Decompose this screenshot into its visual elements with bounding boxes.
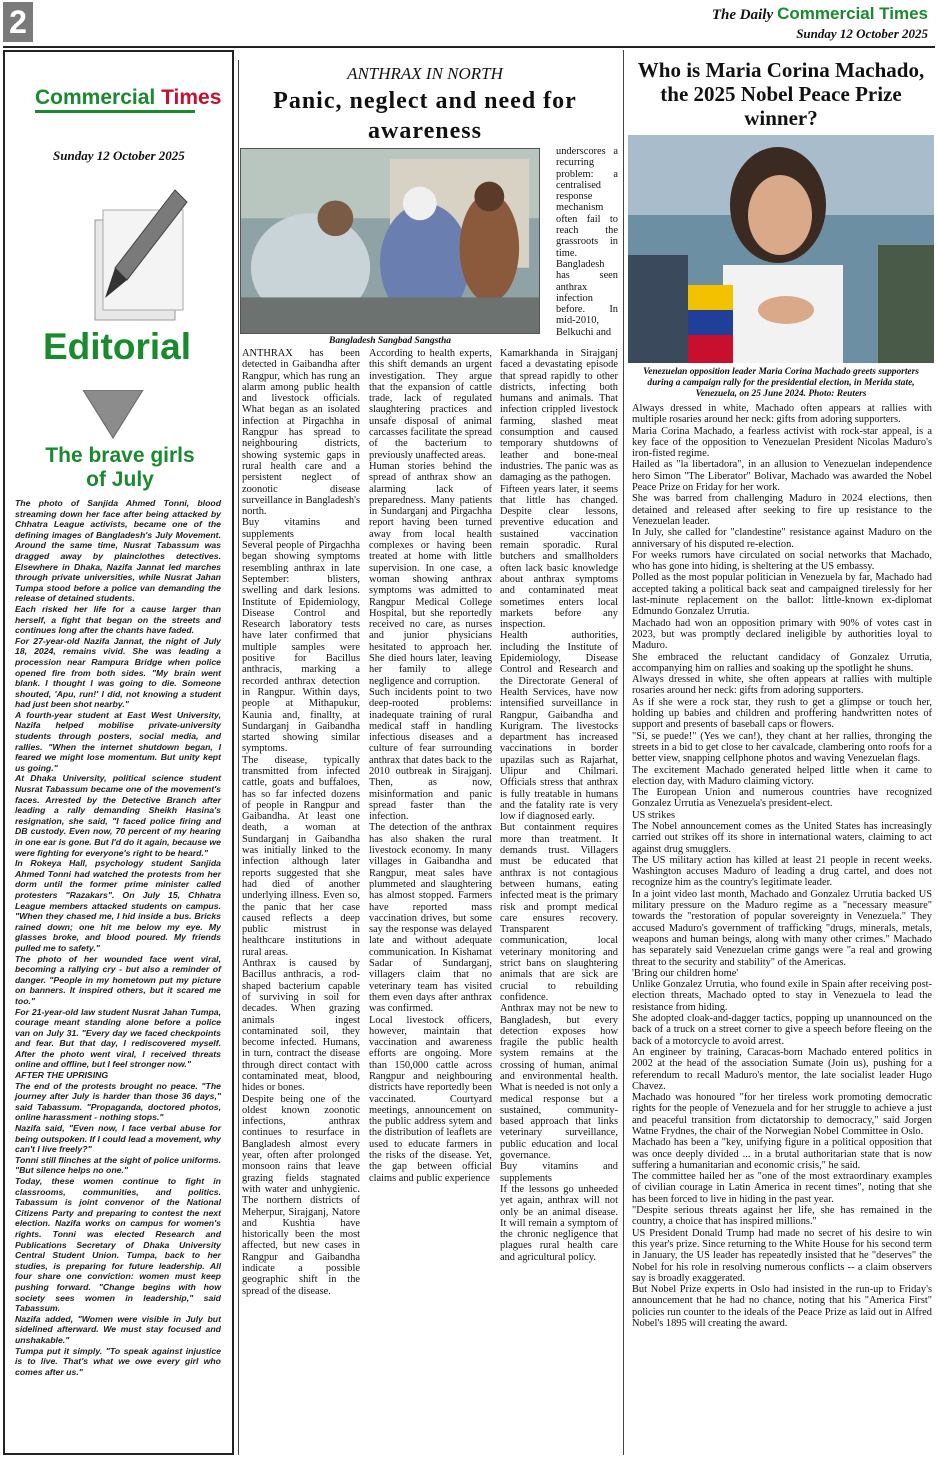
anthrax-paragraph: Fifteen years later, it seems that little has changed. Despite clear lessons, preventive education and sustained vaccination remain sporadic. Rural butchers and smallholders often lack basic knowledge about anthrax symptoms and contaminated meat sometimes enters local markets before any inspection. [500,483,618,631]
machado-paragraph: The US military action has killed at least 21 people in recent weeks. Washington accuses Maduro of leading a drug cartel, and does not recognize him as the country's legitimate leader. [632,854,932,889]
anthrax-kicker: ANTHRAX IN NORTH [347,64,503,83]
anthrax-paragraph: Human stories behind the spread of anthrax show an alarming lack of preparedness. Many patients in Sundarganj and Pirgachha report having been turned away from local health complexes or having been treated at home with little supervision. In one case, a woman showing anthrax symptoms was admitted to Rangpur Medical College Hospital, but she reportedly received no care, as nurses and junior physicians hesitated to approach her. She died hours later, leaving her family to allege negligence and corruption. [369,460,492,687]
machado-paragraph: The Nobel announcement comes as the United States has increasingly carried out strikes off its shore in international waters, claiming to act against drug smugglers. [632,820,932,855]
machado-paragraph: In a joint video last month, Machado and Gonzalez Urrutia backed US military pressure on the Maduro regime as a "necessary measure" towards the "restoration of popular sovereignty in Venezuela." They accused Maduro's government of trafficking "drugs, minerals, metals, weapons and human beings, along with many other crimes." Machado has separately said Venezuelan crime gangs were "a real and growing threat to the security and stability" of the Americas. [632,888,932,968]
down-arrow-icon [73,390,153,440]
machado-paragraph: The European Union and numerous countries have recognized Gonzalez Urrutia as Venezuela's president-elect. [632,787,932,810]
fountain-pen-icon [75,180,195,330]
machado-paragraph: Hailed as "la libertadora", in an allusion to Venezuelan independence hero Simon "The Liberator" Bolivar, Machado was awarded the Nobel Peace Prize on Friday for her work. [632,459,932,494]
editorial-paragraph: The end of the protests brought no peace. "The journey after July is harder than those 36 days," said Tabassum. "Propaganda, doctored photos, online harassment - nothing stops." [15,1080,221,1123]
machado-paragraph: Machado was honoured "for her tireless work promoting democratic rights for the people of Venezuela and for her struggle to achieve a just and peaceful transition from dictatorship to democracy," said Jorgen Watne Frydnes, the chair of the Norwegian Nobel Committee in Oslo. [632,1092,932,1137]
section-title-editorial: Editorial [43,326,192,367]
machado-paragraph: For weeks rumors have circulated on social networks that Machado, who has gone into hiding, is sheltering at the US embassy. [632,549,932,573]
machado-paragraph: "Si, se puede!" (Yes we can!), they chant at her rallies, thronging the streets in a bid to get close to her cavalcade, clambering onto roofs for a better view, snapping cellphone photos and waving Venezuelan flags. [632,730,932,765]
machado-paragraph: Machado has been a "key, unifying figure in a political opposition that was once deeply divided ... in a brutal authoritarian state that is now suffering a humanitarian and economic crisis," he said. [632,1137,932,1171]
editorial-paragraph: For 27-year-old Nazifa Jannat, the night of July 18, 2024, remains vivid. She was leading a procession near Rampura Bridge when police opened fire from both sides. "My brain went blank. I thought I was going to die. Someone shouted, 'Apu, run!' I did, not knowing a student had just been shot nearby." [15,635,221,710]
column-rule [238,60,239,1455]
page-number: 2 [3,2,33,42]
anthrax-paragraph: But containment requires more than treatment. It demands trust. Villagers must be educated that anthrax is not contagious between humans, eating infected meat is the primary risk and prompt medical care ensures recovery. Transparent communication, local veterinary monitoring and strict bans on slaughtering animals that are sick are crucial to rebuilding confidence. [500,822,618,1003]
anthrax-paragraph: According to health experts, this shift demands an urgent investigation. They argue that the expansion of cattle trade, lack of regulated slaughtering practices and unsafe disposal of animal carcasses facilitate the spread of the bacterium to previously unaffected areas. [369,348,492,461]
editorial-paragraph: Each risked her life for a cause larger than herself, a fight that began on the streets and continues long after the chants have faded. [15,603,221,636]
editorial-body [15,498,221,1377]
logo-word-times: Times [161,86,222,109]
anthrax-paragraph: The disease, typically transmitted from infected cattle, goats and buffaloes, has so far infected dozens of people in Rangpur and Gaibandha. At least one death, a woman at Sundarganj in Gaibandha was initially linked to the infection although later reports suggested that she had died of another underlying illness. Even so, the panic that her case caused reflects a deep public mistrust in healthcare institutions in rural areas. [242,754,360,958]
machado-photo [628,135,934,363]
editorial-paragraph: Tumpa put it simply. "To speak against injustice is to live. That's what we owe every girl who comes after us." [15,1345,221,1377]
machado-paragraph: Polled as the most popular politician in Venezuela by far, Machado had accepted taking a political back seat and campaigned tirelessly for her last-minute replacement on the ballot: little-known ex-diplomat Edmundo Gonzalez Urrutia. [632,572,932,618]
anthrax-col-b [369,348,492,1184]
anthrax-col-a [242,348,360,1297]
machado-headline: Who is Maria Corina Machado, the 2025 Nobel Peace Prize winner? [637,58,925,130]
masthead-date: Sunday 12 October 2025 [796,26,928,41]
machado-paragraph: The excitement Machado generated helped little when it came to election day, with Maduro claiming victory. [632,764,932,787]
editorial-paragraph: At Dhaka University, political science student Nusrat Tabassum became one of the movement's faces. Arrested by the Detective Branch after leading a rally demanding Sheikh Hasina's resignation, she said, "I faced police firing and DB custody. Even now, 70 percent of my hearing in one ear is gone. But I'd do it again, because we were fighting for everyone's right to be heard." [15,773,221,858]
anthrax-paragraph: The detection of the anthrax has also shaken the rural livestock economy. In many villages in Gaibandha and Rangpur, meat sales have plummeted and slaughtering has almost stopped. Farmers have reported mass vaccination drives, but some say the response was delayed late and without adequate communication. In Kishamat Sadar of Sundarganj, villagers claim that no veterinary team has visited them even days after anthrax was confirmed. [369,822,492,1015]
machado-paragraph: An engineer by training, Caracas-born Machado entered politics in 2002 at the head of the association Sumate (Join us), pushing for a referendum to recall Maduro's mentor, the late socialist leader Hugo Chavez. [632,1046,932,1092]
machado-paragraph: But Nobel Prize experts in Oslo had insisted in the run-up to Friday's announcement that he had no chance, noting that his "America First" policies run counter to the ideals of the Peace Prize as laid out in Alfred Nobel's 1895 will creating the award. [632,1284,932,1330]
anthrax-photo [240,148,540,334]
machado-paragraph: Machado had won an opposition primary with 90% of votes cast in 2023, but was promptly declared ineligible by authorities loyal to Maduro. [632,617,932,652]
anthrax-paragraph: Local livestock officers, however, maintain that vaccination and awareness efforts are ongoing. More than 150,000 cattle across Rangpur and neighbouring districts have reportedly been vaccinated. Courtyard meetings, announcement on the public address sytem and the distribution of leaflets are used to educate farmers in the risks of the disease. Yet, the gap between official claims and public experience [369,1014,492,1184]
anthrax-paragraph: Despite being one of the oldest known zoonotic infections, anthrax continues to resurface in Bangladesh almost every year, often after prolonged monsoon rains that leave grazing fields stagnated with water and unhygienic. The northern districts of Meherpur, Sirajganj, Natore and Kushtia have historically been the most affected, but new cases in Rangpur and Gaibandha indicate a possible geographic shift in the spread of the disease. [242,1093,360,1297]
editorial-paragraph: The photo of her wounded face went viral, becoming a rallying cry - but also a reminder of danger. "People in my hometown put my picture on banners. It inspired others, but it scared me too." [15,953,221,1006]
machado-paragraph: Always dressed in white, Machado often appears at rallies with multiple rosaries around her neck: gifts from adoring supporters. [632,403,932,426]
anthrax-col-c-top: underscores a recurring problem: a centralised response mechanism often fail to reach the grassroots in time. Bangladesh has seen anthrax infection before. In mid-2010, Belkuchi and [556,146,618,338]
editorial-paragraph: The photo of Sanjida Ahmed Tonni, blood streaming down her face after being attacked by Chhatra League activists, became one of the defining images of Bangladesh's July Movement. Around the same time, Nusrat Tabassum was dragged away by plainclothes detectives. Elsewhere in Dhaka, Nazifa Jannat led marches through private universities, while Nusrat Jahan Tumpa stood before a police van demanding the release of detained students. [15,498,221,604]
header-rule [3,46,935,48]
machado-subhead: US strikes [632,809,676,821]
masthead-the-daily: The Daily [711,7,774,23]
machado-body [632,403,932,1329]
anthrax-paragraph: Kamarkhanda in Sirajganj faced a devastating episode that spread rapidly to other districts, infecting both humans and animals. That infection crippled livestock farming, slashed meat consumption and caused temporary shutdowns of leather and bone-meal industries. The panic was as damaging as the pathogen. [500,348,618,484]
editorial-paragraph: Tonni still flinches at the sight of police uniforms. "But silence helps no one." [15,1154,221,1176]
editorial-headline: The brave girls of July [45,444,195,491]
machado-paragraph: "Despite serious threats against her life, she has remained in the country, a choice that has inspired millions." [632,1205,932,1228]
anthrax-paragraph: ANTHRAX has been detected in Gaibandha after Rangpur, which has rung an alarm among public health and livestock officials. What began as an isolated infection at Pirgachha in Rangpur has spread to neighbouring districts, showing systemic gaps in rural health care and a persistent neglect of zoonotic disease surveillance in Bangladesh's north. [242,348,360,518]
editorial-sidebar [3,50,234,1455]
machado-paragraph: Unlike Gonzalez Urrutia, who found exile in Spain after receiving post-election threats, Machado opted to stay in Venezuela to lead the resistance from hiding. [632,979,932,1013]
anthrax-paragraph: If the lessons go unheeded yet again, anthrax will not only be an animal disease. It will remain a symptom of the chronic negligence that plagues rural health care and agricultural policy. [500,1183,618,1263]
machado-caption: Venezuelan opposition leader Maria Corina Machado greets supporters during a campaign rally for the presidential election, in Merida state, Venezuela, on 25 June 2024. Photo: Reuters [643,367,919,399]
machado-paragraph: The committee hailed her as "one of the most extraordinary examples of civilian courage in Latin America in recent times", noting that she has been forced to live in hiding in the past year. [632,1171,932,1205]
editorial-paragraph: In Rokeya Hall, psychology student Sanjida Ahmed Tonni had watched the protests from her dorm until the former prime minister called protesters "Razakars". On July 15, Chhatra League members attacked students on campus. "When they chased me, I hid inside a bus. Bricks rained down; one hit me below my eye. My glasses broke, and blood poured. My friends pulled me to safety." [15,858,221,953]
machado-paragraph: Maria Corina Machado, a fearless activist with rock-star appeal, is a key face of the opposition to Venezuelan President Nicolas Maduro's iron-fisted regime. [632,425,932,460]
editorial-paragraph: For 21-year-old law student Nusrat Jahan Tumpa, courage meant standing alone before a police van on July 31. "Every day we faced checkpoints and fear. But that day, I rediscovered myself. After the photo went viral, I received threats online and offline, but I feel stronger now." [15,1006,221,1070]
logo-underline [35,110,195,113]
machado-paragraph: As if she were a rock star, they rush to get a glimpse or touch her, holding up babies and children and proffering handwritten notes of support and presents of baseball caps or flowers. [632,696,932,731]
machado-paragraph: She was barred from challenging Maduro in 2024 elections, then detained and released after seeking to fire up resistance to the Venezuelan leader. [632,493,932,527]
anthrax-col-c [500,348,618,1263]
anthrax-paragraph: Several people of Pirgachha began showing symptoms resembling anthrax in late September: blisters, swelling and dark lesions. Institute of Epidemiology, Disease Control and Research laboratory tests have later confirmed that multiple samples were positive for Bacillus anthracis, marking a recorded anthrax detection in Rangpur. Within days, people at Mithapukur, Kaunia and, finallty, at Sundarganj in Gaibandha started showing similar symptoms. [242,540,360,755]
editorial-paragraph: Nazifa added, "Women were visible in July but sidelined afterward. We must stay focused and unshakable." [15,1313,221,1345]
anthrax-headline: Panic, neglect and need for awareness [273,88,577,144]
anthrax-paragraph: Such incidents point to two deep-rooted problems: inadequate training of rural medical staff in handling infectious diseases and a culture of fear surrounding anthrax that dates back to the 2010 outbreak in Sirajganj. Then, as now, misinformation and panic spread faster than the infection. [369,686,492,823]
masthead [712,4,928,42]
anthrax-paragraph: Buy vitamins and supplements [500,1161,618,1184]
logo-word-commercial: Commercial [35,86,156,109]
anthrax-photo-credit: Bangladesh Sangbad Sangstha [329,336,451,346]
machado-paragraph: She embraced the reluctant candidacy of Gonzalez Urrutia, accompanying him on rallies and soaking up the spotlight he shuns. [632,651,932,674]
editorial-subhead: AFTER THE UPRISING [15,1070,109,1081]
machado-subhead: 'Bring our children home' [632,967,739,979]
anthrax-paragraph: Anthrax may not be new to Bangladesh, but every detection exposes how fragile the public health system remains at the crossing of human, animal and environmental health. What is needed is not only a medical response but a sustained, community-based approach that links veterinary surveillance, public education and local governance. [500,1003,618,1162]
masthead-brand: Commercial Times [777,4,928,23]
sidebar-logo [35,86,221,110]
editorial-paragraph: Nazifa said, "Even now, I face verbal abuse for being outspoken. If I could lead a movement, why can't I live freely?" [15,1123,221,1155]
machado-paragraph: Always dressed in white, she often appears at rallies with multiple rosaries around her neck: gifts from adoring supporters. [632,674,932,697]
editorial-paragraph: Today, these women continue to fight in classrooms, communities, and politics. Tabassum is joint convenor of the National Citizens Party and preparing to contest the next election. Nazifa works on campus for women's rights. Tonni was elected Research and Publications Secretary of Dhaka University Central Student Union. Tumpa, back to her studies, is preparing for future leadership. All four share one conviction: women must keep pushing forward. "Change begins with how society sees women in leadership," said Tabassum. [15,1176,221,1314]
column-rule [623,50,624,1455]
machado-paragraph: She adopted cloak-and-dagger tactics, popping up unannounced on the back of a truck on a street corner to give a speech before fleeing on the back of a motorcycle to avoid arrest. [632,1013,932,1047]
anthrax-paragraph: Buy vitamins and supplements [242,517,360,540]
face-shape [748,175,812,255]
anthrax-paragraph: Health authorities, including the Institute of Epidemiology, Disease Control and Research and the Directorate General of Health Services, have now intensified surveillance in Rangpur, Gaibandha and Kurigram. The livestocks department has increased vaccinations in border upazilas such as Rajarhat, Ulipur and Chilmari. Officials stress that anthrax is fully treatable in humans and the fatality rate is very low if diagnosed early. [500,630,618,823]
machado-paragraph: US President Donald Trump had made no secret of his desire to win this year's prize. Since returning to the White House for his second term in January, the US leader has repeatedly insisted that he "deserves" the Nobel for his role in resolving numerous conflicts -- a claim observers say is broadly exaggerated. [632,1227,932,1284]
editorial-paragraph: A fourth-year student at East West University, Nazifa helped mobilise private-university students through posters, social media, and rallies. "When the internet shutdown began, I feared we might lose momentum. But unity kept us going." [15,709,221,773]
sidebar-date: Sunday 12 October 2025 [53,148,185,163]
machado-paragraph: In July, she called for "clandestine" resistance against Maduro on the anniversary of his disputed re-election. [632,527,932,550]
hand-on-heart [758,296,814,324]
anthrax-paragraph: Anthrax is caused by Bacillus anthracis, a rod-shaped bacterium capable of surviving in soil for decades. When grazing animals ingest contaminated soil, they become infected. Humans, in turn, contract the disease through direct contact with contaminated meat, blood, hides or bones. [242,958,360,1094]
